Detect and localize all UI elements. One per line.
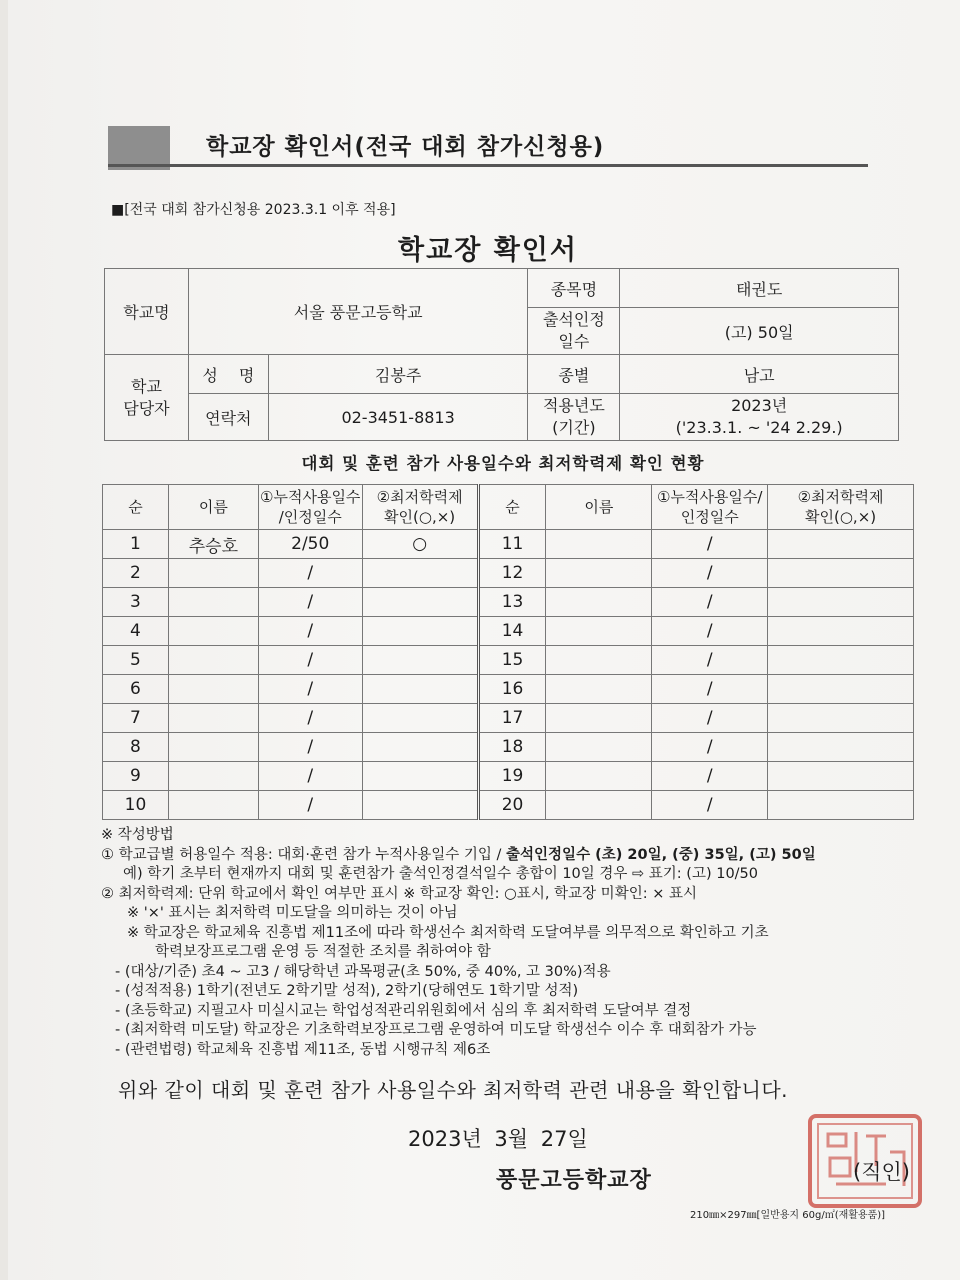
row-days: / (258, 704, 362, 733)
row-days: / (258, 675, 362, 704)
row-days: / (258, 791, 362, 820)
row-name (168, 704, 258, 733)
row-academic (362, 704, 478, 733)
note-4b: 학력보장프로그램 운영 등 적절한 조치를 취하여야 함 (155, 944, 491, 960)
row-academic (362, 675, 478, 704)
note-1a: ① 학교급별 허용일수 적용: 대회·훈련 참가 누적사용일수 기입 / (101, 846, 507, 863)
detail-2: - (성적적용) 1학기(전년도 2학기말 성적), 2학기(당해연도 1학기말 성적) (115, 983, 579, 999)
row-days-2: / (652, 617, 768, 646)
year-value: 2023년 ('23.3.1. ~ '24 2.29.) (620, 394, 899, 441)
row-name (168, 617, 258, 646)
row-no: 10 (103, 791, 169, 820)
row-name-2 (546, 559, 652, 588)
note-2: ② 최저학력제: 단위 학교에서 확인 여부만 표시 ※ 학교장 확인: ○표시, 학교장 미확인: × 표시 (101, 885, 697, 902)
row-no-2: 19 (478, 762, 546, 791)
row-no-2: 20 (478, 791, 546, 820)
detail-4: - (최저학력 미도달) 학교장은 기초학력보장프로그램 운영하여 미도달 학생선수 이수 후 대회참가 가능 (115, 1022, 757, 1038)
name-value: 김봉주 (268, 355, 528, 394)
row-no-2: 18 (478, 733, 546, 762)
note-3: ※ '×' 표시는 최저학력 미도달을 의미하는 것이 아님 (127, 905, 458, 921)
table-row (103, 646, 914, 675)
applies-note: ■[전국 대회 참가신청용 2023.3.1 이후 적용] (111, 202, 396, 218)
row-days-2: / (652, 559, 768, 588)
usage-table (102, 484, 914, 820)
row-academic-2 (768, 646, 914, 675)
row-days: / (258, 646, 362, 675)
row-no-2: 16 (478, 675, 546, 704)
row-no: 6 (103, 675, 169, 704)
gender-label: 종별 (528, 355, 620, 394)
table-row (103, 791, 914, 820)
row-academic (362, 733, 478, 762)
table-row (103, 530, 914, 559)
row-no: 7 (103, 704, 169, 733)
info-table (104, 268, 899, 441)
contact-value: 02-3451-8813 (268, 394, 528, 441)
row-name (168, 733, 258, 762)
row-name-2 (546, 646, 652, 675)
row-name-2 (546, 762, 652, 791)
document-page (8, 0, 960, 1280)
row-no-2: 15 (478, 646, 546, 675)
row-no-2: 11 (478, 530, 546, 559)
table-row (103, 733, 914, 762)
header-title: 학교장 확인서(전국 대회 참가신청용) (206, 134, 605, 160)
row-no: 9 (103, 762, 169, 791)
row-no: 4 (103, 617, 169, 646)
row-name (168, 675, 258, 704)
header-days: ①누적사용일수 /인정일수 (258, 485, 362, 530)
note-1b: 출석인정일수 (초) 20일, (중) 35일, (고) 50일 (506, 846, 816, 863)
notes-title: ※ 작성방법 (101, 827, 174, 843)
row-name (168, 646, 258, 675)
row-academic-2 (768, 762, 914, 791)
note-1c: 예) 학기 초부터 현재까지 대회 및 훈련참가 출석인정결석일수 총합이 10일 경우 ⇨ 표기: (고) 10/50 (123, 866, 759, 882)
school-value: 서울 풍문고등학교 (188, 269, 528, 355)
row-name-2 (546, 530, 652, 559)
row-days: / (258, 588, 362, 617)
header-days-2: ①누적사용일수/ 인정일수 (652, 485, 768, 530)
row-name: 추승호 (168, 530, 258, 559)
table-row (103, 704, 914, 733)
seal-label: (직인) (853, 1160, 910, 1184)
row-no-2: 13 (478, 588, 546, 617)
contact-label: 연락처 (188, 394, 268, 441)
row-academic-2 (768, 733, 914, 762)
table-row (103, 762, 914, 791)
row-name (168, 762, 258, 791)
row-no-2: 14 (478, 617, 546, 646)
header-name: 이름 (168, 485, 258, 530)
row-no-2: 17 (478, 704, 546, 733)
usage-table-header (103, 485, 914, 530)
school-label: 학교명 (105, 269, 189, 355)
row-academic (362, 646, 478, 675)
row-academic-2 (768, 675, 914, 704)
table-row (103, 588, 914, 617)
row-academic (362, 791, 478, 820)
row-days-2: / (652, 704, 768, 733)
row-academic: ○ (362, 530, 478, 559)
confirm-text: 위와 같이 대회 및 훈련 참가 사용일수와 최저학력 관련 내용을 확인합니다. (118, 1078, 789, 1102)
row-days-2: / (652, 646, 768, 675)
section-title: 대회 및 훈련 참가 사용일수와 최저학력제 확인 현황 (301, 454, 705, 473)
name-label: 성 명 (188, 355, 268, 394)
header-no-2: 순 (478, 485, 546, 530)
row-no-2: 12 (478, 559, 546, 588)
row-days: / (258, 617, 362, 646)
header-academic: ②최저학력제 확인(○,×) (362, 485, 478, 530)
row-academic-2 (768, 530, 914, 559)
staff-label: 학교 담당자 (105, 355, 189, 441)
row-no: 1 (103, 530, 169, 559)
attendance-label: 출석인정 일수 (528, 308, 620, 355)
header-rule (108, 164, 868, 167)
attendance-value: (고) 50일 (620, 308, 899, 355)
row-academic (362, 559, 478, 588)
row-name (168, 559, 258, 588)
table-row (103, 559, 914, 588)
row-academic (362, 588, 478, 617)
row-academic (362, 617, 478, 646)
note-4a: ※ 학교장은 학교체육 진흥법 제11조에 따라 학생선수 최저학력 도달여부를 의무적으로 확인하고 기초 (127, 924, 769, 941)
principal-title: 풍문고등학교장 (496, 1168, 652, 1193)
row-academic-2 (768, 588, 914, 617)
table-row (103, 617, 914, 646)
row-name-2 (546, 588, 652, 617)
row-name-2 (546, 733, 652, 762)
table-row (103, 675, 914, 704)
header-band (108, 124, 868, 168)
event-value: 태권도 (620, 269, 899, 308)
row-days-2: / (652, 762, 768, 791)
row-name (168, 791, 258, 820)
header-academic-2: ②최저학력제 확인(○,×) (768, 485, 914, 530)
event-label: 종목명 (528, 269, 620, 308)
row-days-2: / (652, 733, 768, 762)
row-days: / (258, 559, 362, 588)
detail-1: - (대상/기준) 초4 ~ 고3 / 해당학년 과목평균(초 50%, 중 40%, 고 30%)적용 (115, 963, 611, 980)
row-no: 2 (103, 559, 169, 588)
row-days-2: / (652, 588, 768, 617)
notes-section (101, 826, 931, 1060)
gender-value: 남고 (620, 355, 899, 394)
row-days: 2/50 (258, 530, 362, 559)
row-academic-2 (768, 559, 914, 588)
detail-5: - (관련법령) 학교체육 진흥법 제11조, 동법 시행규칙 제6조 (115, 1041, 491, 1058)
paper-spec: 210㎜×297㎜[일반용지 60g/㎡(재활용품)] (690, 1210, 886, 1221)
issue-date: 2023년 3월 27일 (408, 1127, 588, 1151)
detail-3: - (초등학교) 지필고사 미실시교는 학업성적관리위원회에서 심의 후 최저학력 도달여부 결정 (115, 1002, 692, 1019)
header-no: 순 (103, 485, 169, 530)
row-no: 3 (103, 588, 169, 617)
row-name-2 (546, 617, 652, 646)
row-academic-2 (768, 791, 914, 820)
row-name-2 (546, 675, 652, 704)
row-name-2 (546, 704, 652, 733)
row-no: 8 (103, 733, 169, 762)
row-academic (362, 762, 478, 791)
row-name (168, 588, 258, 617)
header-name-2: 이름 (546, 485, 652, 530)
row-no: 5 (103, 646, 169, 675)
year-label: 적용년도 (기간) (528, 394, 620, 441)
row-name-2 (546, 791, 652, 820)
row-days-2: / (652, 675, 768, 704)
row-days: / (258, 733, 362, 762)
main-title: 학교장 확인서 (398, 235, 578, 266)
row-academic-2 (768, 704, 914, 733)
row-days: / (258, 762, 362, 791)
row-academic-2 (768, 617, 914, 646)
row-days-2: / (652, 530, 768, 559)
row-days-2: / (652, 791, 768, 820)
